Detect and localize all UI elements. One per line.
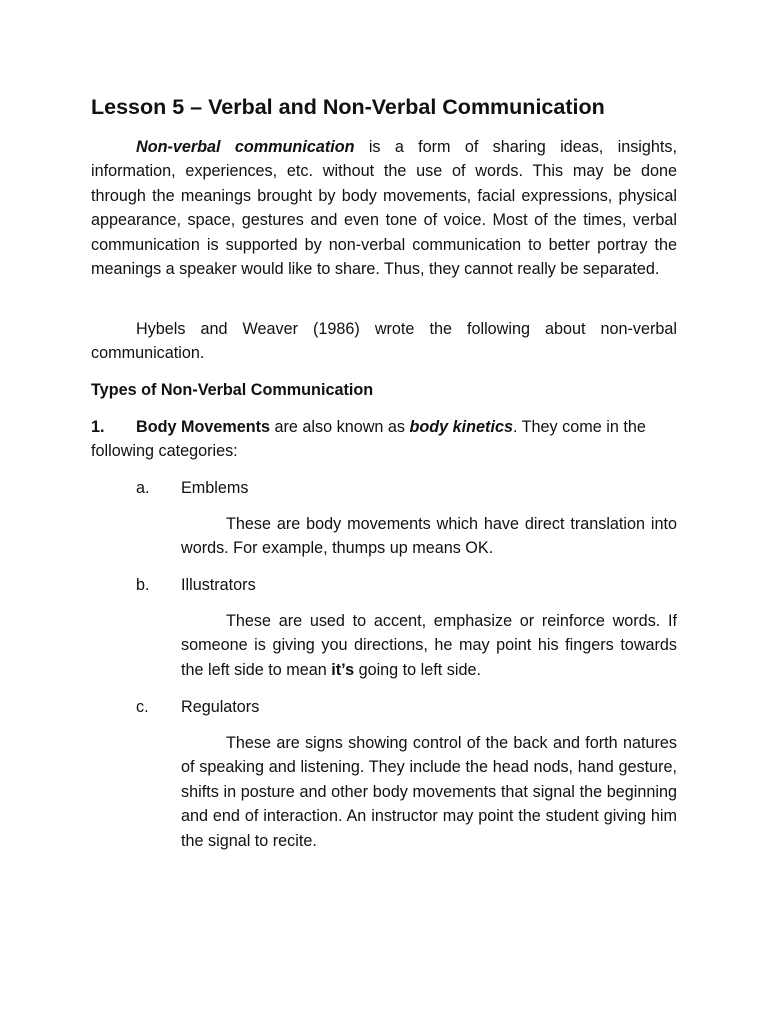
subitem-label-regulators: Regulators bbox=[181, 698, 260, 716]
subitem-label-emblems: Emblems bbox=[181, 479, 249, 497]
subitem-body-emblems bbox=[181, 512, 677, 561]
item-text-before: are also known as bbox=[270, 418, 410, 436]
intro-text: is a form of sharing ideas, insights, information, experiences, etc. without the use of words. This may be done through the meanings brought by body movements, facial expressions, physical appearance, space, gestures and even tone of voice. Most of the times, verbal communication is supported by non-verbal communication to better portray the meanings a speaker would like to share. Thus, they cannot really be separated. bbox=[91, 138, 677, 279]
subitem-text-bold: it’s bbox=[331, 660, 355, 679]
intro-paragraph bbox=[91, 135, 677, 281]
subitem-letter: c. bbox=[136, 698, 149, 716]
item-label: Body Movements bbox=[136, 418, 271, 436]
subitem-text-after: going to left side. bbox=[354, 660, 481, 679]
subitem-text-before: These are used to accent, emphasize or reinforce words. If someone is giving you directions, he may point his fingers towards the left side to mean bbox=[181, 612, 677, 679]
subitem-label-illustrators: Illustrators bbox=[181, 576, 256, 594]
subitem-text: These are signs showing control of the back and forth natures of speaking and listening. They include the head nods, hand gesture, shifts in posture and other body movements that signal the beginning and end of interaction. An instructor may point the student giving him the signal to recite. bbox=[181, 734, 677, 850]
subitem-letter: b. bbox=[136, 576, 150, 594]
subitem-body-regulators bbox=[181, 731, 677, 853]
item-text-after: . They come in the following categories: bbox=[91, 418, 646, 461]
lesson-title: Lesson 5 – Verbal and Non-Verbal Communication bbox=[91, 95, 605, 119]
subitem-letter: a. bbox=[136, 479, 150, 497]
subitem-text: These are body movements which have direct translation into words. For example, thumps up means OK. bbox=[181, 515, 677, 558]
intro-term: Non-verbal communication bbox=[136, 138, 355, 156]
item-term: body kinetics bbox=[409, 418, 513, 436]
subitem-body-illustrators bbox=[181, 609, 677, 682]
types-heading: Types of Non-Verbal Communication bbox=[91, 381, 374, 399]
item-number: 1. bbox=[91, 418, 105, 436]
hybels-paragraph bbox=[91, 317, 677, 366]
list-item-body-movements bbox=[91, 415, 677, 464]
hybels-text: Hybels and Weaver (1986) wrote the following about non-verbal communication. bbox=[91, 320, 677, 363]
